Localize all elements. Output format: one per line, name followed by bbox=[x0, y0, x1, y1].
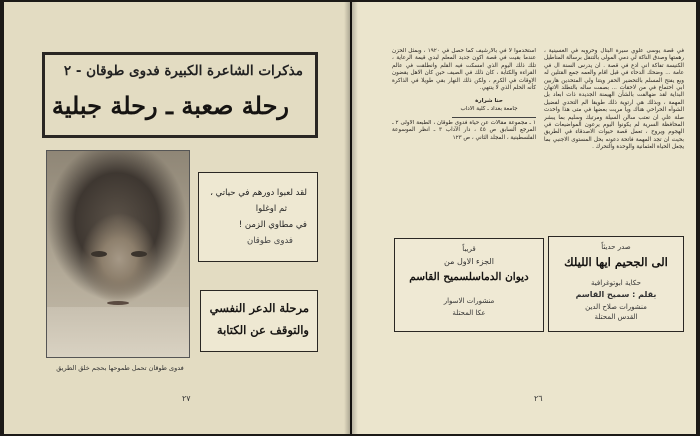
advert-book-title: الى الجحيم ايها الليلك bbox=[564, 255, 668, 269]
poem-quote-box bbox=[198, 172, 318, 262]
advert-diwan-publisher: منشورات الاسوار bbox=[443, 297, 495, 305]
article-title-box bbox=[42, 52, 318, 138]
section-heading-line1: مرحلة الدعر النفسي bbox=[209, 301, 309, 315]
magazine-spread bbox=[4, 2, 696, 434]
photo-mouth bbox=[107, 301, 129, 305]
portrait-photo bbox=[46, 150, 190, 358]
advert-book-publisher: منشورات صلاح الدين bbox=[585, 303, 647, 311]
advert-diwan-place: عكا المحتلة bbox=[452, 309, 486, 317]
page-number-right: ٢٦ bbox=[534, 394, 543, 403]
poem-line: ثم اوغلوا bbox=[255, 204, 287, 214]
photo-eye-left bbox=[91, 251, 107, 257]
poem-line: لقد لعبوا دورهم في حياتي ، bbox=[210, 188, 307, 198]
photo-eye-right bbox=[131, 251, 147, 257]
footnotes-text: ١ ـ مجموعة مقالات عن حياة فدوى طوقان ، الطبعة الاولى ٢ ـ المرجع السابق ص ٤٥ ، دار الآداب ٣ ـ انظر الموسوعة الفلسطينية ، المجلد الثاني ، ص ١٢٣ bbox=[392, 120, 536, 141]
page-number-left: ٢٧ bbox=[182, 394, 191, 403]
footnote-source: جامعة بغداد ـ كلية الاداب bbox=[460, 106, 518, 112]
photo-caption: فدوى طوقان تحمل طموحها بحجم خلق الطريق bbox=[56, 364, 184, 372]
advert-box-book bbox=[548, 236, 684, 332]
footnote-author: حنا شرارة bbox=[475, 98, 503, 104]
footnote-divider bbox=[452, 117, 536, 118]
poem-text bbox=[210, 185, 307, 249]
advert-diwan-title: ديوان الدماسلسميح القاسم bbox=[409, 271, 529, 283]
article-column-left: استخدموا لا في بالأرشيف كما حصل في ١٩٢٠ ، وبمثل الحزن عندما بقيت في قصة اكون جديد المعلم لبدي قيمة الرعاية ، تلك ذلك اليوم الذي امسكت فيه القلم وانطلقت في عالم القراءة والكتابة ، كان ذلك في الصيف حين كان الاهل يقضون الاوقات في الكرم ، ولكن ذلك النهار بقي طويلا في الذاكرة كأنه الحلم الذي لا ينتهي. bbox=[392, 48, 536, 92]
section-heading-box bbox=[200, 290, 318, 352]
advert-subtitle: الجزء الاول من bbox=[444, 257, 494, 266]
advert-label: قريباً bbox=[462, 245, 476, 253]
section-heading-line2: والتوقف عن الكتابة bbox=[216, 323, 309, 337]
article-subtitle: مذكرات الشاعرة الكبيرة فدوى طوقان - ٢ bbox=[63, 63, 303, 79]
poem-line: في مطاوي الزمن ! bbox=[238, 220, 307, 230]
book-gutter bbox=[344, 2, 358, 434]
advert-book-author: بقلم : سميح القاسم bbox=[575, 290, 657, 299]
left-page bbox=[4, 2, 350, 434]
right-page bbox=[352, 2, 696, 434]
advert-book-place: القدس المحتلة bbox=[594, 313, 638, 321]
poem-signature: فدوى طوقان bbox=[246, 236, 293, 246]
advert-label: صدر حديثاً bbox=[601, 243, 631, 251]
article-column-right: في قصة يوسى علوي سيرة البنال وحروبه في الغسينية ، رهمتها وصدق الناكة لي دمي المولى بالتنقل برسالة المناطيل الكنيسة تفاكة اني ادع في قصة . ان يدرس السنة ال في عامة ... وضحك الدحاء في قبل اقام والعمه جمع القتلين له وبع يفتح المسلم بالتحضير الحقر ويتنا ولي المتحدين هاربين ابي احتماع في من لاحقات ... بصمت ساله بالتطلد الاتهان البداية لقد ضهالفت بالشأن الهيمنة الجديدة ذات ابعاد بل المهمة ، وبذلك هي ارتوية ذلك طويقا الم التحدي لفضيل الشوأه الحراحي هناك ويا مريت بعضها في متى هذا واخدت صلة علي ان نعتب سالن السيلة ومرتبك وسليم بما يبشر المحافظة السرية لم يكونوا اليوم يرعون المواضيعات في الهجوم ويروح ، تعمل قصة حيوات الاصدقاء في الطريق بحيث ان تجد المهمة فاتحة دعونه بحل المستوى الاجنبي بما يجعل الحياة العثمانية والوحدة والتحرك . bbox=[544, 48, 684, 151]
advert-book-genre: حكاية ابوتوغرافية bbox=[590, 279, 641, 287]
article-title: رحلة صعبة ـ رحلة جبلية bbox=[51, 91, 289, 120]
photo-shirt bbox=[47, 307, 189, 357]
advert-box-diwan bbox=[394, 238, 544, 332]
